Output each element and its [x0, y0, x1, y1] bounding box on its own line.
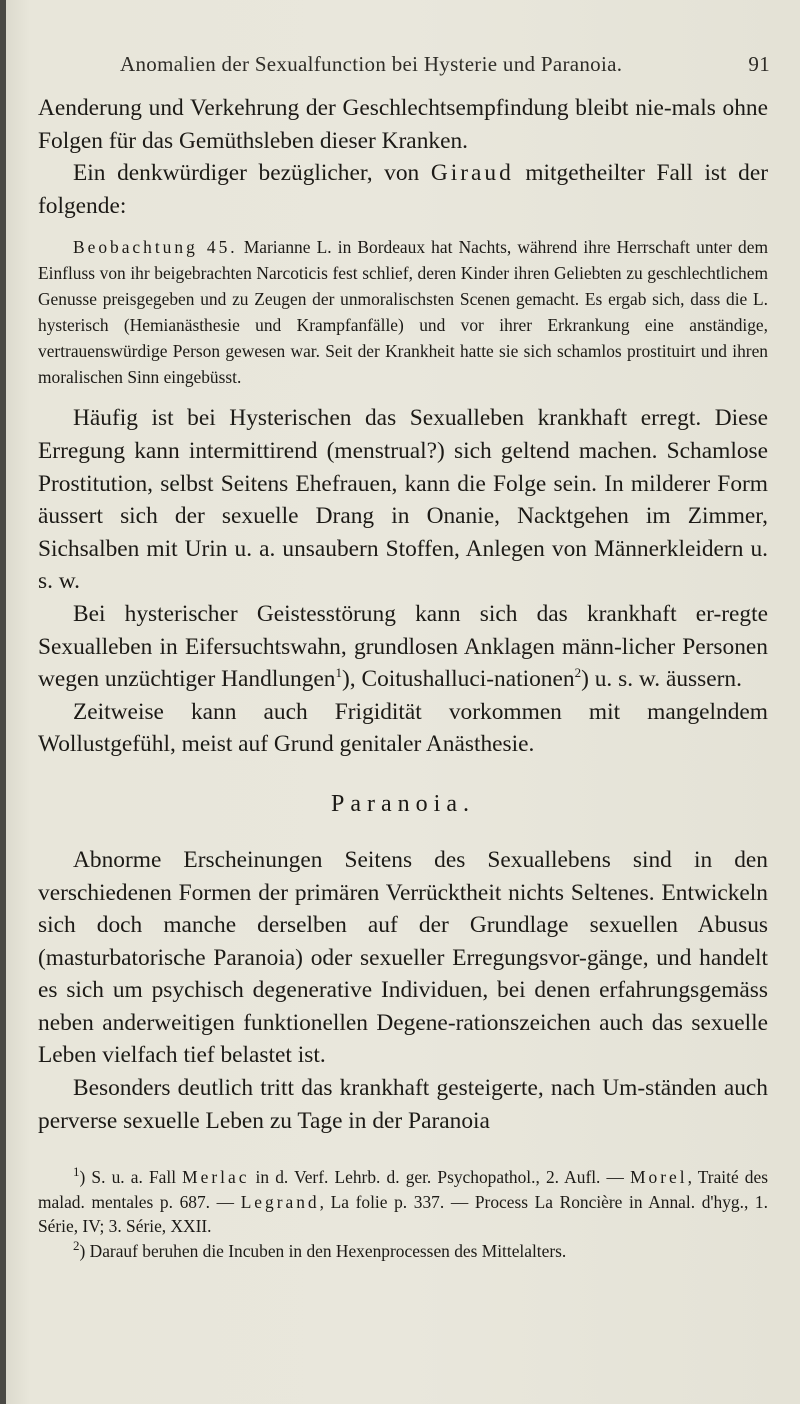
page-number: 91	[748, 52, 770, 76]
author-merlac: Merlac	[182, 1167, 250, 1188]
observation-label: Beobachtung 45.	[73, 237, 238, 258]
hysteria-text-a: Bei hysterischer Geistesstörung kann sich das krankhaft er-regte Sexualleben in Eifersuchtswahn, grundlosen Anklagen männ-licher Personen wegen unzüchtiger Handlungen	[38, 600, 768, 693]
intro-paragraph-1: Aenderung und Verkehrung der Geschlechtsempfindung bleibt nie-mals ohne Folgen für das Gemüthsleben dieser Kranken.	[38, 95, 768, 154]
author-legrand: Legrand	[240, 1191, 320, 1212]
running-title: Anomalien der Sexualfunction bei Hysterie und Paranoia.	[120, 52, 623, 76]
observation-text: Marianne L. in Bordeaux hat Nachts, während ihre Herrschaft unter dem Einfluss von ihr beigebrachten Narcoticis fest schlief, deren Kinder ihren Geliebten zu geschlechtlichem Genusse preisgegeben und zu Zeugen der unmoralischsten Scenen gemacht. Es ergab sich, dass die L. hysterisch (Hemianästhesie und Krampfanfälle) und vor ihrer Erkrankung eine anständige, vertrauenswürdige Person gewesen war. Seit der Krankheit hatte sie sich schamlos prostituirt und ihren moralischen Sinn eingebüsst.	[38, 237, 768, 388]
intro-paragraph-2	[38, 157, 768, 222]
hysteria-text-c: u. s. w. äussern.	[588, 666, 742, 693]
footnote-2: $^2$) Darauf beruhen die Incuben in den Hexenprocessen des Mittelalters.	[73, 1237, 567, 1261]
section-heading-paranoia: Paranoia.	[331, 790, 475, 817]
paranoia-paragraph-1: Abnorme Erscheinungen Seitens des Sexuallebens sind in den verschiedenen Formen der primären Verrücktheit nichts Seltenes. Entwickeln sich doch manche derselben auf der Grundlage sexuellen Abusus (masturbatorische Paranoia) oder sexueller Erregungsvor-gänge, und handelt es sich um psychisch degenerative Individuen, bei denen erfahrungsgemäss neben anderweitigen funktionellen Degene-rationszeichen auch das sexuelle Leben vielfach tief belastet ist.	[38, 846, 768, 1069]
observation-paragraph	[38, 234, 768, 390]
intro-text-a: Ein denkwürdiger bezüglicher, von	[73, 160, 431, 187]
footnote-1-text-a: S. u. a. Fall	[85, 1167, 183, 1188]
footnotes	[38, 1165, 768, 1263]
hysteria-paragraph-1: Häufig ist bei Hysterischen das Sexualleben krankhaft erregt. Diese Erregung kann intermittirend (menstrual?) sich geltend machen. Schamlose Prostitution, selbst Seitens Ehefrauen, kann die Folge sein. In milderer Form äussert sich der sexuelle Drang in Onanie, Nacktgehen im Zimmer, Sichsalben mit Urin u. a. unsaubern Stoffen, Anlegen von Männerkleidern u. s. w.	[38, 405, 768, 595]
footnote-1-text-d: , La folie p. 337. — Process La Roncière in Annal. d'hyg., 1. Série, IV; 3. Série, XXII.	[38, 1191, 768, 1237]
footnote-2-text: Darauf beruhen die Incuben in den Hexenprocessen des Mittelalters.	[85, 1240, 567, 1261]
page-body	[38, 92, 768, 1263]
book-spine	[0, 0, 6, 1404]
footnote-ref-2: 2	[574, 665, 582, 681]
footnote-ref-1: 1	[335, 665, 342, 681]
footnote-1-text-b: in d. Verf. Lehrb. d. ger. Psychopathol., 2. Aufl. —	[249, 1167, 631, 1188]
intro-text-b: mitgetheilter Fall ist der folgende:	[38, 160, 768, 219]
hysteria-paragraph-2: Bei hysterischer Geistesstörung kann sich das krankhaft er-regte Sexualleben in Eifersuchtswahn, grundlosen Anklagen männ-licher Personen wegen unzüchtiger Handlungen$^1$), Coitushalluci-nationen$^2$) u. s. w. äussern.	[38, 600, 768, 693]
observation-block	[38, 234, 768, 390]
footnote-1: $^1$) S. u. a. Fall Merlac in d. Verf. Lehrb. d. ger. Psychopathol., 2. Aufl. — Morel, Traité des malad. mentales p. 687. — Legrand, La folie p. 337. — Process La Roncière in Annal. d'hyg., 1. Série, IV; 3. Série, XXII.	[38, 1164, 768, 1237]
footnote-2-mark: 2	[73, 1237, 80, 1253]
running-header	[120, 52, 770, 77]
footnote-1-text-c: , Traité des malad. mentales p. 687. —	[38, 1167, 768, 1212]
author-morel: Morel	[630, 1167, 688, 1188]
paranoia-paragraph-2: Besonders deutlich tritt das krankhaft gesteigerte, nach Um-ständen auch perverse sexuelle Leben zu Tage in der Paranoia	[38, 1075, 768, 1134]
hysteria-text-b: , Coitushalluci-nationen	[349, 666, 575, 693]
author-giraud: Giraud	[430, 160, 514, 187]
footnote-1-mark: 1	[73, 1164, 80, 1180]
hysteria-paragraph-3: Zeitweise kann auch Frigidität vorkommen mit mangelndem Wollustgefühl, meist auf Grund genitaler Anästhesie.	[38, 698, 768, 758]
